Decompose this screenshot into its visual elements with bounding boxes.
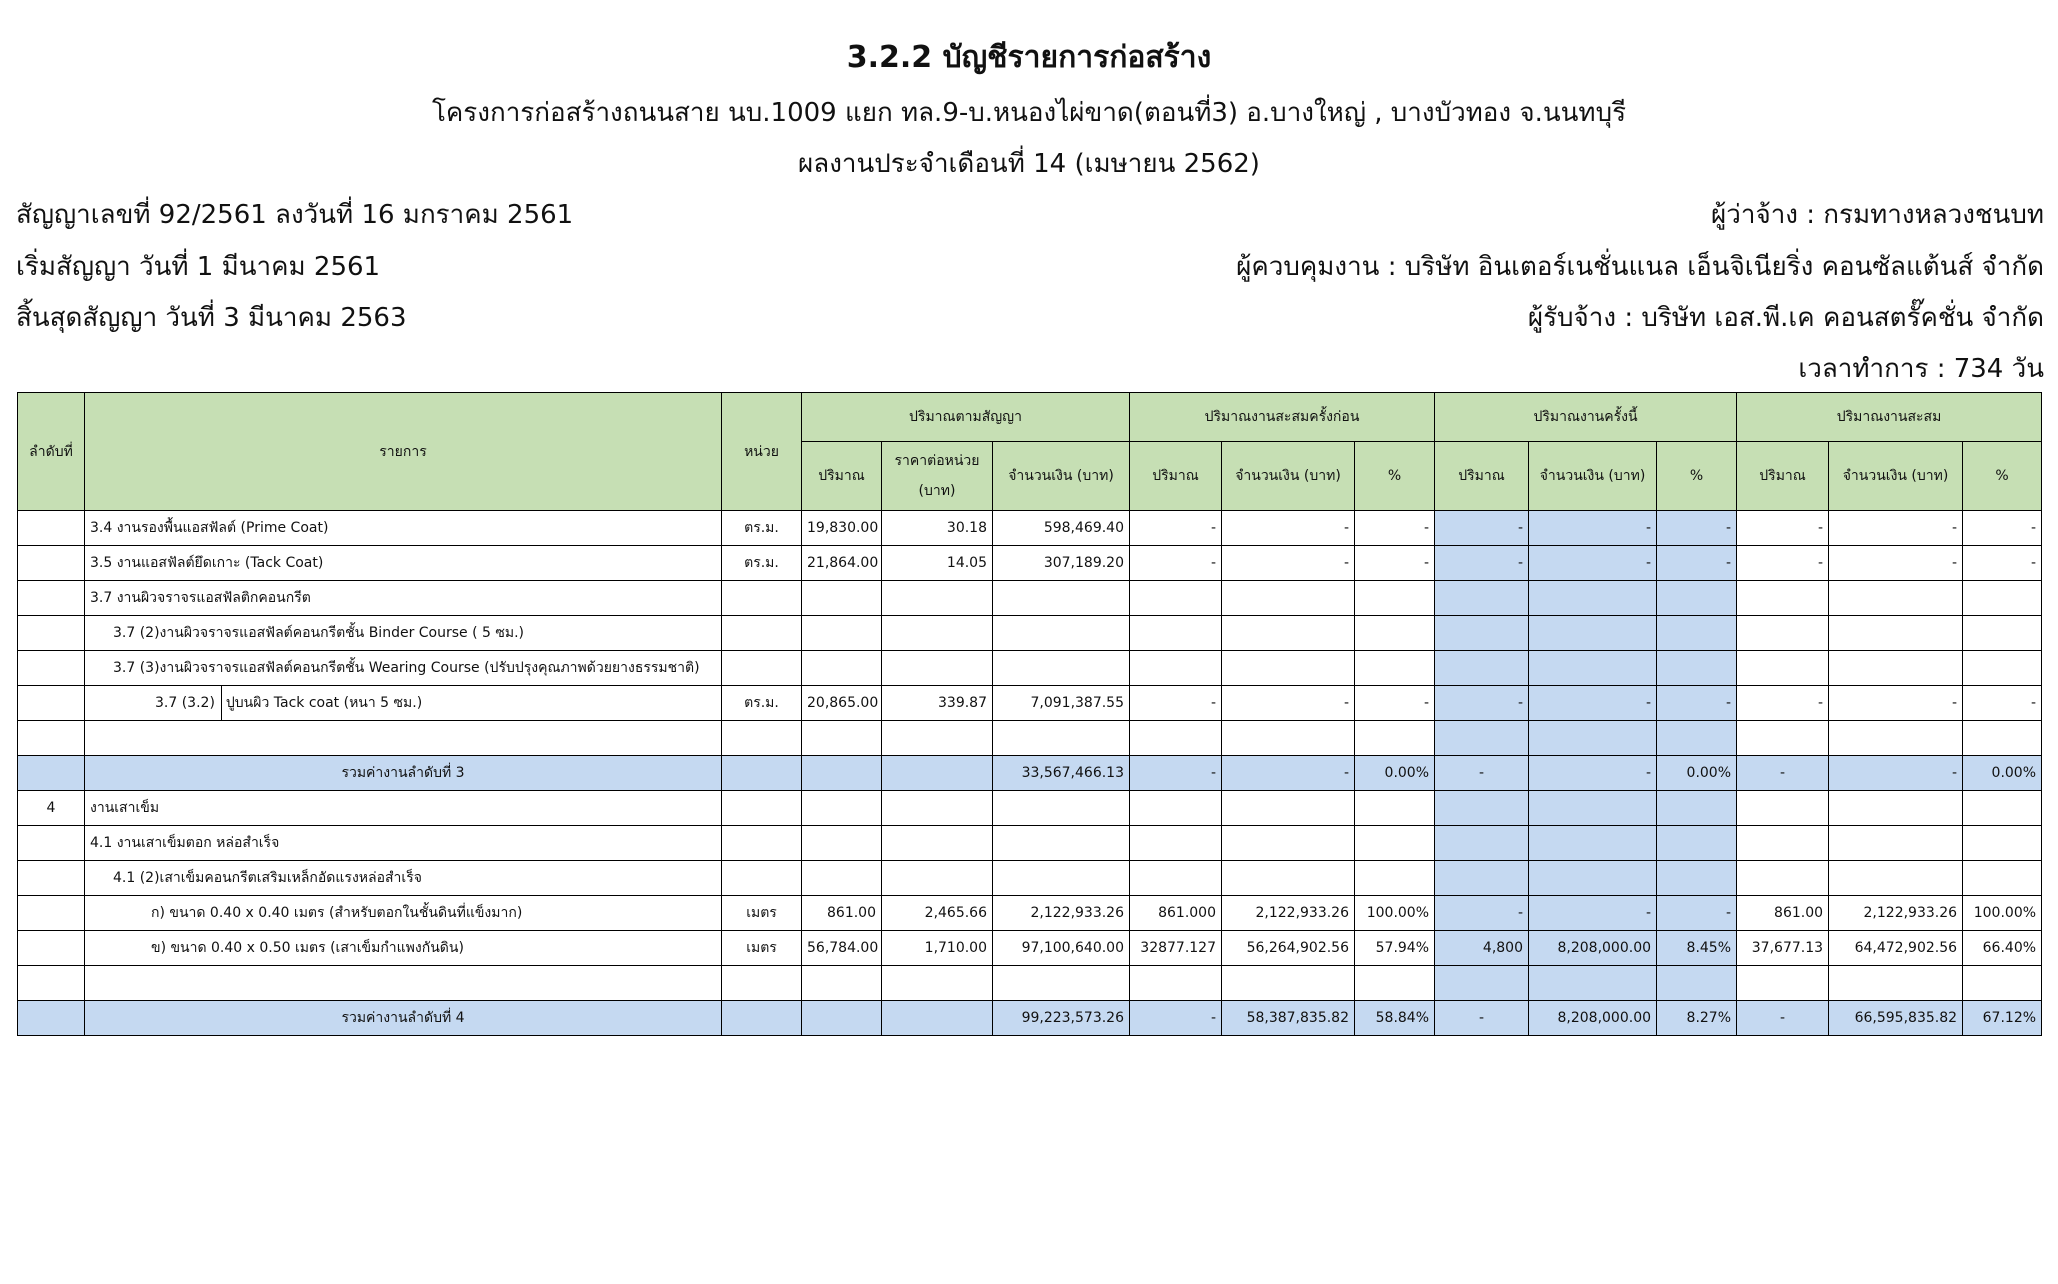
cell-c-qty <box>802 721 882 756</box>
cell-c-amount: 307,189.20 <box>993 546 1130 581</box>
cell-n-amount: 8,208,000.00 <box>1529 931 1657 966</box>
cell-s-qty: - <box>1737 546 1829 581</box>
cell-s-amount <box>1829 721 1963 756</box>
cell-c-price <box>882 1001 993 1036</box>
cell-s-amount: - <box>1829 686 1963 721</box>
contract-unit-price-header <box>882 442 993 511</box>
cell-c-qty <box>802 651 882 686</box>
cell-c-price <box>882 756 993 791</box>
table-row <box>18 511 2042 546</box>
cell-s-qty: - <box>1737 686 1829 721</box>
cell-n-pct <box>1657 581 1737 616</box>
cell-c-amount <box>993 791 1130 826</box>
cell-s-qty <box>1737 651 1829 686</box>
cell-n-pct: 8.45% <box>1657 931 1737 966</box>
cell-p-amount: - <box>1222 546 1355 581</box>
cell-no <box>18 546 85 581</box>
cell-item <box>85 651 722 686</box>
cell-c-qty <box>802 616 882 651</box>
contract-amount-header: จำนวนเงิน (บาท) <box>993 442 1130 511</box>
construction-items-table <box>17 392 2042 1036</box>
cell-c-price: 2,465.66 <box>882 896 993 931</box>
cell-unit <box>722 616 802 651</box>
cell-c-qty <box>802 581 882 616</box>
cell-unit <box>722 826 802 861</box>
cell-no <box>18 931 85 966</box>
cell-p-amount: - <box>1222 686 1355 721</box>
cell-s-pct <box>1963 651 2042 686</box>
cell-s-pct: 100.00% <box>1963 896 2042 931</box>
cell-n-pct: - <box>1657 546 1737 581</box>
contract-end: สิ้นสุดสัญญา วันที่ 3 มีนาคม 2563 <box>16 303 407 333</box>
cell-p-qty: - <box>1130 686 1222 721</box>
cell-s-qty: 861.00 <box>1737 896 1829 931</box>
cell-item: 3.5 งานแอสฟัลต์ยึดเกาะ (Tack Coat) <box>85 546 722 581</box>
table-row <box>18 721 2042 756</box>
cell-s-amount <box>1829 966 1963 1001</box>
cell-c-price: 30.18 <box>882 511 993 546</box>
cell-p-qty: - <box>1130 1001 1222 1036</box>
cell-item: 3.4 งานรองพื้นแอสฟัลต์ (Prime Coat) <box>85 511 722 546</box>
cell-unit <box>722 721 802 756</box>
cumulative-amount-header: จำนวนเงิน (บาท) <box>1829 442 1963 511</box>
contractor: ผู้รับจ้าง : บริษัท เอส.พี.เค คอนสตรั๊คชั่น จำกัด <box>1527 303 2044 333</box>
cell-n-qty: - <box>1435 896 1529 931</box>
cell-n-pct: - <box>1657 511 1737 546</box>
table-row <box>18 826 2042 861</box>
cell-n-pct: 0.00% <box>1657 756 1737 791</box>
cell-unit <box>722 966 802 1001</box>
cell-no <box>18 861 85 896</box>
report-period: ผลงานประจำเดือนที่ 14 (เมษายน 2562) <box>798 149 1260 179</box>
cell-n-amount <box>1529 616 1657 651</box>
cell-n-qty <box>1435 966 1529 1001</box>
cell-n-amount <box>1529 966 1657 1001</box>
cell-s-qty <box>1737 966 1829 1001</box>
cell-p-amount <box>1222 651 1355 686</box>
cell-n-qty: - <box>1435 686 1529 721</box>
cell-s-qty <box>1737 861 1829 896</box>
cell-p-qty: 32877.127 <box>1130 931 1222 966</box>
cell-n-qty: - <box>1435 511 1529 546</box>
cell-no <box>18 511 85 546</box>
cell-s-qty <box>1737 581 1829 616</box>
item-text: งานผิวจราจรแอสฟัลต์คอนกรีตชั้น Wearing Course (ปรับปรุงคุณภาพด้วยยางธรรมชาติ) <box>159 660 700 676</box>
cell-no: 4 <box>18 791 85 826</box>
cell-s-amount <box>1829 581 1963 616</box>
table-total-row <box>18 1001 2042 1036</box>
current-amount-header: จำนวนเงิน (บาท) <box>1529 442 1657 511</box>
cell-c-amount <box>993 966 1130 1001</box>
cell-n-qty <box>1435 581 1529 616</box>
cell-p-amount: 58,387,835.82 <box>1222 1001 1355 1036</box>
cell-p-amount: 56,264,902.56 <box>1222 931 1355 966</box>
cell-p-amount: - <box>1222 756 1355 791</box>
cell-c-qty: 56,784.00 <box>802 931 882 966</box>
cell-c-amount <box>993 826 1130 861</box>
cell-p-qty <box>1130 791 1222 826</box>
col-no-header: ลำดับที่ <box>18 393 85 511</box>
cell-n-qty <box>1435 721 1529 756</box>
cell-p-pct <box>1355 721 1435 756</box>
cell-n-qty <box>1435 826 1529 861</box>
item-code: 3.7 (2) <box>113 625 160 641</box>
cell-s-pct: 67.12% <box>1963 1001 2042 1036</box>
cell-c-price: 14.05 <box>882 546 993 581</box>
cell-s-pct: - <box>1963 511 2042 546</box>
cell-p-qty <box>1130 966 1222 1001</box>
cell-n-amount <box>1529 721 1657 756</box>
table-row <box>18 966 2042 1001</box>
cell-s-amount: - <box>1829 756 1963 791</box>
cell-unit <box>722 581 802 616</box>
col-item-header: รายการ <box>85 393 722 511</box>
cell-item: รวมค่างานลำดับที่ 3 <box>85 756 722 791</box>
cell-n-amount: - <box>1529 546 1657 581</box>
cell-p-amount <box>1222 581 1355 616</box>
project-name: โครงการก่อสร้างถนนสาย นบ.1009 แยก ทล.9-บ.หนองไผ่ขาด(ตอนที่3) อ.บางใหญ่ , บางบัวทอง จ.นนทบุรี <box>431 98 1627 128</box>
cell-n-pct: 8.27% <box>1657 1001 1737 1036</box>
cell-s-pct: - <box>1963 686 2042 721</box>
cell-c-qty <box>802 966 882 1001</box>
cell-c-qty: 21,864.00 <box>802 546 882 581</box>
current-percent-header: % <box>1657 442 1737 511</box>
item-code: 4.1 (2) <box>113 870 160 886</box>
table-row <box>18 686 2042 721</box>
cell-c-price <box>882 651 993 686</box>
cell-no <box>18 1001 85 1036</box>
item-text: เสาเข็มคอนกรีตเสริมเหล็กอัดแรงหล่อสำเร็จ <box>159 870 422 886</box>
cell-c-price <box>882 791 993 826</box>
cell-item: ข) ขนาด 0.40 x 0.50 เมตร (เสาเข็มกำแพงกันดิน) <box>85 931 722 966</box>
contract-qty-header: ปริมาณ <box>802 442 882 511</box>
cell-unit <box>722 651 802 686</box>
contract-start: เริ่มสัญญา วันที่ 1 มีนาคม 2561 <box>16 252 381 282</box>
table-body <box>18 511 2042 1036</box>
cell-p-pct <box>1355 791 1435 826</box>
cell-p-pct <box>1355 616 1435 651</box>
cell-no <box>18 756 85 791</box>
cell-c-amount <box>993 581 1130 616</box>
cell-p-pct: 57.94% <box>1355 931 1435 966</box>
cell-p-pct: 0.00% <box>1355 756 1435 791</box>
cell-n-amount: - <box>1529 511 1657 546</box>
cell-no <box>18 896 85 931</box>
code-divider <box>221 686 222 720</box>
cell-s-qty: - <box>1737 511 1829 546</box>
group-cumulative-header: ปริมาณงานสะสม <box>1737 393 2042 442</box>
cell-p-qty <box>1130 616 1222 651</box>
cell-n-pct <box>1657 966 1737 1001</box>
item-code: 3.7 (3.2) <box>155 695 215 711</box>
cell-c-qty: 20,865.00 <box>802 686 882 721</box>
cell-p-qty <box>1130 861 1222 896</box>
cell-n-amount <box>1529 826 1657 861</box>
cell-c-qty <box>802 791 882 826</box>
cell-item: 4.1 งานเสาเข็มตอก หล่อสำเร็จ <box>85 826 722 861</box>
cell-p-pct <box>1355 861 1435 896</box>
cell-unit: เมตร <box>722 931 802 966</box>
cell-s-amount: 66,595,835.82 <box>1829 1001 1963 1036</box>
table-total-row <box>18 756 2042 791</box>
cell-n-pct <box>1657 721 1737 756</box>
cell-p-pct: - <box>1355 511 1435 546</box>
cell-c-qty: 19,830.00 <box>802 511 882 546</box>
cell-s-qty: 37,677.13 <box>1737 931 1829 966</box>
cell-c-price: 339.87 <box>882 686 993 721</box>
cell-n-amount: 8,208,000.00 <box>1529 1001 1657 1036</box>
cell-c-amount: 97,100,640.00 <box>993 931 1130 966</box>
cell-n-pct: - <box>1657 896 1737 931</box>
cell-c-price <box>882 861 993 896</box>
cell-p-pct: 58.84% <box>1355 1001 1435 1036</box>
cell-item <box>85 721 722 756</box>
group-current-header: ปริมาณงานครั้งนี้ <box>1435 393 1737 442</box>
cell-c-price <box>882 721 993 756</box>
cell-s-qty: - <box>1737 756 1829 791</box>
employer: ผู้ว่าจ้าง : กรมทางหลวงชนบท <box>1711 200 2044 230</box>
cell-n-pct: - <box>1657 686 1737 721</box>
cell-p-qty: - <box>1130 546 1222 581</box>
table-row <box>18 931 2042 966</box>
cumulative-percent-header: % <box>1963 442 2042 511</box>
cell-p-qty: - <box>1130 511 1222 546</box>
cell-p-amount <box>1222 861 1355 896</box>
cell-unit: เมตร <box>722 896 802 931</box>
cell-p-pct <box>1355 581 1435 616</box>
cell-n-qty: - <box>1435 546 1529 581</box>
cell-p-amount <box>1222 791 1355 826</box>
cell-n-amount <box>1529 791 1657 826</box>
cell-n-qty <box>1435 651 1529 686</box>
cell-p-pct <box>1355 651 1435 686</box>
unit-price-label: ราคาต่อหน่วย <box>894 453 980 469</box>
cell-p-amount <box>1222 966 1355 1001</box>
work-duration: เวลาทำการ : 734 วัน <box>1798 354 2044 384</box>
cell-n-qty <box>1435 791 1529 826</box>
cell-s-amount: - <box>1829 511 1963 546</box>
cell-c-qty <box>802 861 882 896</box>
cell-item <box>85 861 722 896</box>
cell-p-qty: - <box>1130 756 1222 791</box>
cell-c-amount: 7,091,387.55 <box>993 686 1130 721</box>
cell-s-qty <box>1737 721 1829 756</box>
cell-n-qty: 4,800 <box>1435 931 1529 966</box>
table-row <box>18 861 2042 896</box>
cell-c-qty <box>802 756 882 791</box>
cell-item: งานเสาเข็ม <box>85 791 722 826</box>
cell-p-amount: 2,122,933.26 <box>1222 896 1355 931</box>
cell-c-qty <box>802 1001 882 1036</box>
cell-no <box>18 826 85 861</box>
cell-s-qty <box>1737 616 1829 651</box>
cell-unit: ตร.ม. <box>722 511 802 546</box>
table-row <box>18 896 2042 931</box>
current-qty-header: ปริมาณ <box>1435 442 1529 511</box>
cell-n-qty <box>1435 861 1529 896</box>
cell-no <box>18 581 85 616</box>
cell-item <box>85 616 722 651</box>
contract-number: สัญญาเลขที่ 92/2561 ลงวันที่ 16 มกราคม 2561 <box>16 200 574 230</box>
cell-unit: ตร.ม. <box>722 686 802 721</box>
table-row <box>18 581 2042 616</box>
cell-s-amount: 2,122,933.26 <box>1829 896 1963 931</box>
table-row <box>18 791 2042 826</box>
cell-p-pct <box>1355 826 1435 861</box>
document-title: 3.2.2 บัญชีรายการก่อสร้าง <box>846 40 1212 75</box>
table-header <box>18 393 2042 511</box>
cell-p-pct <box>1355 966 1435 1001</box>
cell-c-amount: 598,469.40 <box>993 511 1130 546</box>
table-row <box>18 546 2042 581</box>
unit-price-sublabel: (บาท) <box>918 483 956 499</box>
cell-unit <box>722 756 802 791</box>
previous-amount-header: จำนวนเงิน (บาท) <box>1222 442 1355 511</box>
cell-n-pct <box>1657 861 1737 896</box>
cell-no <box>18 651 85 686</box>
cell-c-price <box>882 966 993 1001</box>
cell-n-qty: - <box>1435 756 1529 791</box>
previous-qty-header: ปริมาณ <box>1130 442 1222 511</box>
cell-c-price: 1,710.00 <box>882 931 993 966</box>
cell-c-amount: 2,122,933.26 <box>993 896 1130 931</box>
cell-unit <box>722 1001 802 1036</box>
cell-p-amount <box>1222 721 1355 756</box>
cell-item: รวมค่างานลำดับที่ 4 <box>85 1001 722 1036</box>
supervisor: ผู้ควบคุมงาน : บริษัท อินเตอร์เนชั่นแนล เอ็นจิเนียริ่ง คอนซัลแต้นส์ จำกัด <box>1236 252 2044 282</box>
cell-s-qty: - <box>1737 1001 1829 1036</box>
cell-n-pct <box>1657 791 1737 826</box>
cell-s-pct <box>1963 861 2042 896</box>
cell-item: 3.7 งานผิวจราจรแอสฟัลติกคอนกรีต <box>85 581 722 616</box>
group-previous-header: ปริมาณงานสะสมครั้งก่อน <box>1130 393 1435 442</box>
cell-s-qty <box>1737 791 1829 826</box>
cell-n-pct <box>1657 651 1737 686</box>
cell-c-amount <box>993 651 1130 686</box>
table-row <box>18 651 2042 686</box>
cell-s-amount: 64,472,902.56 <box>1829 931 1963 966</box>
cell-no <box>18 616 85 651</box>
cell-p-qty <box>1130 651 1222 686</box>
cell-p-amount <box>1222 826 1355 861</box>
cell-n-qty: - <box>1435 1001 1529 1036</box>
cell-s-amount <box>1829 651 1963 686</box>
cumulative-qty-header: ปริมาณ <box>1737 442 1829 511</box>
col-unit-header: หน่วย <box>722 393 802 511</box>
cell-c-amount: 33,567,466.13 <box>993 756 1130 791</box>
cell-unit: ตร.ม. <box>722 546 802 581</box>
cell-n-amount <box>1529 861 1657 896</box>
cell-no <box>18 721 85 756</box>
cell-s-qty <box>1737 826 1829 861</box>
cell-n-amount: - <box>1529 896 1657 931</box>
cell-n-pct <box>1657 616 1737 651</box>
cell-n-qty <box>1435 616 1529 651</box>
cell-s-pct <box>1963 581 2042 616</box>
cell-c-amount: 99,223,573.26 <box>993 1001 1130 1036</box>
cell-s-amount <box>1829 616 1963 651</box>
cell-s-pct <box>1963 826 2042 861</box>
cell-c-qty: 861.00 <box>802 896 882 931</box>
group-contract-header: ปริมาณตามสัญญา <box>802 393 1130 442</box>
cell-item <box>85 686 722 721</box>
cell-s-amount <box>1829 861 1963 896</box>
cell-s-pct <box>1963 616 2042 651</box>
cell-item <box>85 966 722 1001</box>
item-code: 3.7 (3) <box>113 660 160 676</box>
cell-unit <box>722 791 802 826</box>
cell-p-pct: - <box>1355 546 1435 581</box>
cell-s-pct: 66.40% <box>1963 931 2042 966</box>
cell-s-pct: - <box>1963 546 2042 581</box>
cell-c-price <box>882 826 993 861</box>
cell-c-amount <box>993 616 1130 651</box>
cell-n-amount: - <box>1529 686 1657 721</box>
cell-s-amount <box>1829 791 1963 826</box>
cell-c-price <box>882 581 993 616</box>
cell-p-qty <box>1130 721 1222 756</box>
cell-s-pct: 0.00% <box>1963 756 2042 791</box>
cell-s-pct <box>1963 791 2042 826</box>
cell-unit <box>722 861 802 896</box>
cell-c-qty <box>802 826 882 861</box>
cell-n-amount <box>1529 581 1657 616</box>
cell-p-qty <box>1130 581 1222 616</box>
table-row <box>18 616 2042 651</box>
cell-n-amount: - <box>1529 756 1657 791</box>
cell-item: ก) ขนาด 0.40 x 0.40 เมตร (สำหรับตอกในชั้นดินที่แข็งมาก) <box>85 896 722 931</box>
cell-c-price <box>882 616 993 651</box>
cell-s-amount <box>1829 826 1963 861</box>
cell-n-amount <box>1529 651 1657 686</box>
item-text: ปูบนผิว Tack coat (หนา 5 ซม.) <box>225 695 423 711</box>
cell-p-amount: - <box>1222 511 1355 546</box>
cell-no <box>18 966 85 1001</box>
cell-p-pct: 100.00% <box>1355 896 1435 931</box>
cell-no <box>18 686 85 721</box>
cell-c-amount <box>993 721 1130 756</box>
cell-p-qty <box>1130 826 1222 861</box>
cell-s-pct <box>1963 721 2042 756</box>
item-text: งานผิวจราจรแอสฟัลต์คอนกรีตชั้น Binder Course ( 5 ซม.) <box>159 625 525 641</box>
cell-p-pct: - <box>1355 686 1435 721</box>
cell-n-pct <box>1657 826 1737 861</box>
previous-percent-header: % <box>1355 442 1435 511</box>
cell-s-pct <box>1963 966 2042 1001</box>
cell-p-qty: 861.000 <box>1130 896 1222 931</box>
cell-s-amount: - <box>1829 546 1963 581</box>
cell-p-amount <box>1222 616 1355 651</box>
cell-c-amount <box>993 861 1130 896</box>
